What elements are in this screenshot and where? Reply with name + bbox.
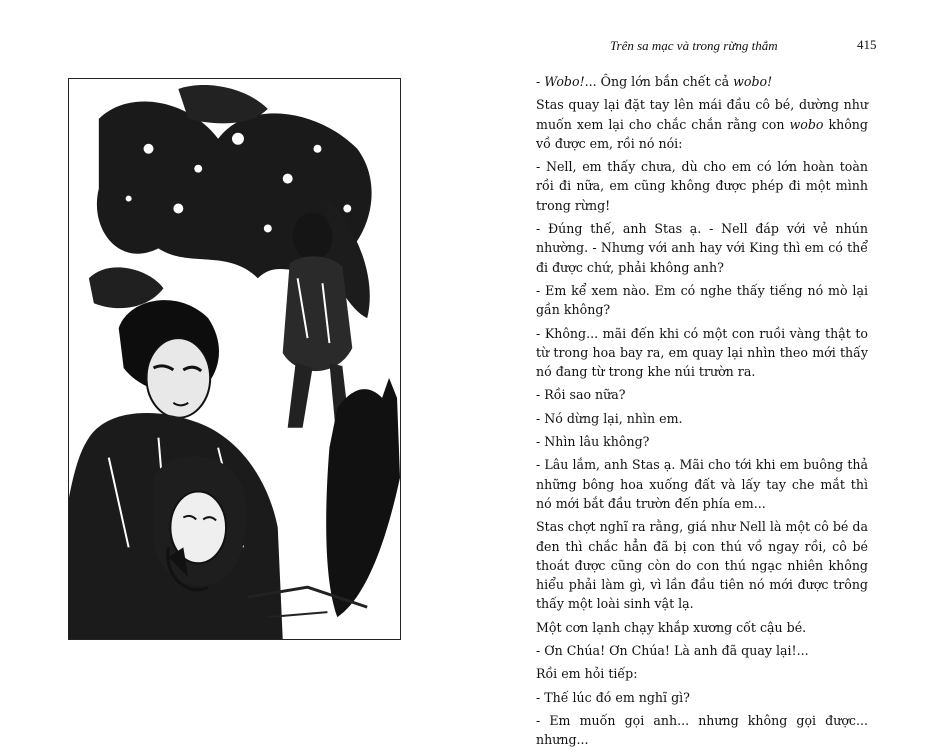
paragraph: Stas chợt nghĩ ra rằng, giá như Nell là một cô bé da đen thì chắc hẳn đã bị con thú vồ ngay rồi, cô bé thoát được cũng còn do con thú ngạc nhiên không hiểu phải làm gì, vì lần đầu tiên nó mới được trông thấy một loài sinh vật lạ.: [536, 519, 868, 612]
paragraph: - Em kể xem nào. Em có nghe thấy tiếng nó mò lại gần không?: [536, 282, 868, 318]
paragraph: - Đúng thế, anh Stas ạ. - Nell đáp với vẻ nhún nhường. - Nhưng với anh hay với King thì em có thể đi được chứ, phải không anh?: [536, 221, 868, 275]
running-title: Trên sa mạc và trong rừng thẳm: [610, 38, 778, 53]
left-page: [0, 0, 470, 700]
right-page: [470, 0, 940, 748]
paragraph: - Không... mãi đến khi có một con ruồi vàng thật to từ trong hoa bay ra, em quay lại nhìn theo mới thấy nó đang từ trong khe núi trườn ra.: [536, 325, 868, 380]
paragraph: - Thế lúc đó em nghĩ gì?: [536, 689, 690, 705]
illustration-drawing: [69, 79, 400, 639]
paragraph: - Em muốn gọi anh... nhưng không gọi được... nhưng...: [536, 712, 868, 748]
paragraph: Rồi em hỏi tiếp:: [536, 666, 638, 682]
paragraph: - Nhìn lâu không?: [536, 434, 650, 450]
illustration: [68, 78, 401, 640]
paragraph: - Nó dừng lại, nhìn em.: [536, 410, 683, 426]
paragraph: Một cơn lạnh chạy khắp xương cốt cậu bé.: [536, 619, 807, 635]
paragraph: - Lâu lắm, anh Stas ạ. Mãi cho tới khi em buông thả những bông hoa xuống đất và lấy tay che mắt thì nó mới bắt đầu trườn đến phía em...: [536, 457, 868, 511]
paragraph: - Nell, em thấy chưa, dù cho em có lớn hoàn toàn rồi đi nữa, em cũng không được phép đi một mình trong rừng!: [536, 159, 868, 213]
paragraph: - Ơn Chúa! Ơn Chúa! Là anh đã quay lại!...: [536, 643, 809, 659]
paragraph: Stas quay lại đặt tay lên mái đầu cô bé, dường như muốn xem lại cho chắc chắn rằng con wobo không vồ được em, rồi nó nói:: [536, 97, 868, 151]
page-number: 415: [857, 37, 877, 52]
chapter-body-text: [536, 72, 868, 754]
paragraph: - Rồi sao nữa?: [536, 387, 626, 403]
paragraph: - Wobo!... Ông lớn bắn chết cả wobo!: [536, 74, 773, 89]
